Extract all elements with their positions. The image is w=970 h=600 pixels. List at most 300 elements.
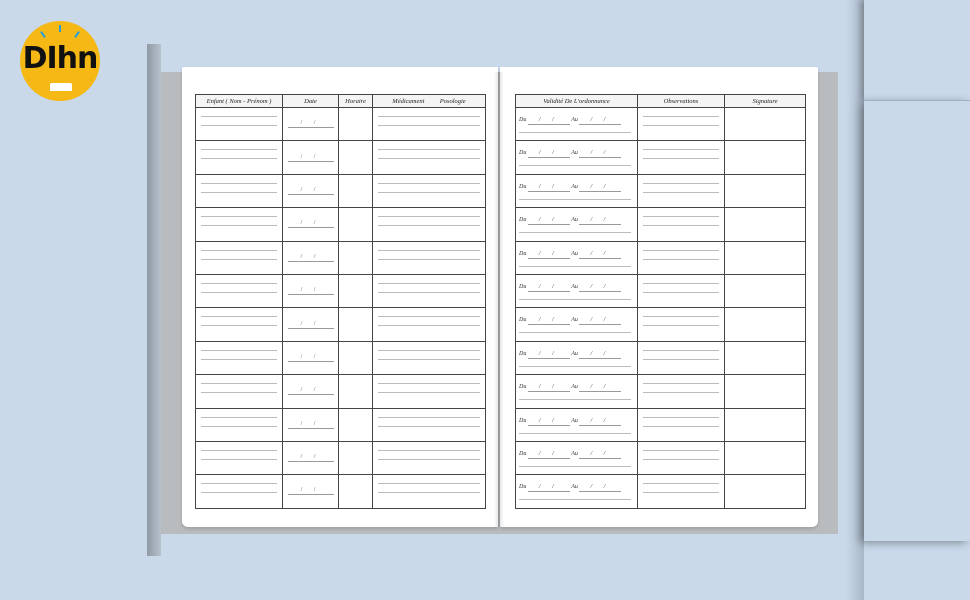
writing-line	[643, 492, 719, 493]
date-cell[interactable]	[283, 141, 339, 174]
date-placeholder: / /	[288, 321, 334, 329]
date-placeholder: / /	[288, 421, 334, 429]
writing-cell[interactable]	[196, 141, 283, 174]
writing-line	[378, 125, 480, 126]
date-cell[interactable]	[283, 241, 339, 274]
writing-line	[643, 417, 719, 418]
validity-range	[516, 275, 637, 307]
writing-line	[201, 492, 277, 493]
writing-lines	[201, 216, 277, 234]
writing-line	[519, 433, 631, 434]
table-row	[196, 375, 486, 408]
writing-line	[643, 316, 719, 317]
from-label: Du	[519, 484, 528, 491]
time-cell[interactable]	[339, 208, 373, 241]
writing-line	[378, 383, 480, 384]
signature-cell[interactable]	[725, 174, 806, 207]
to-date-placeholder: / /	[579, 217, 621, 225]
writing-line	[201, 116, 277, 117]
table-row	[516, 108, 806, 141]
writing-line	[643, 350, 719, 351]
time-cell[interactable]	[339, 108, 373, 141]
writing-lines	[643, 483, 719, 501]
writing-line	[378, 216, 480, 217]
header-child: Enfant ( Nom - Prénom )	[196, 95, 283, 108]
logo-ray-icon	[59, 25, 61, 32]
time-cell[interactable]	[339, 141, 373, 174]
writing-lines	[378, 250, 480, 268]
validity-dates	[519, 251, 621, 259]
table-row	[196, 141, 486, 174]
to-label: Au	[569, 217, 580, 224]
writing-lines	[201, 417, 277, 435]
writing-line	[519, 399, 631, 400]
writing-lines	[643, 383, 719, 401]
date-cell[interactable]	[283, 208, 339, 241]
writing-line	[201, 283, 277, 284]
writing-line	[378, 350, 480, 351]
writing-cell[interactable]	[638, 375, 725, 408]
validity-cell[interactable]	[516, 174, 638, 207]
signature-cell[interactable]	[725, 108, 806, 141]
validity-range	[516, 242, 637, 274]
time-cell[interactable]	[339, 475, 373, 508]
date-placeholder: / /	[288, 220, 334, 228]
writing-lines	[378, 216, 480, 234]
validity-cell[interactable]	[516, 141, 638, 174]
writing-lines	[201, 450, 277, 468]
to-label: Au	[569, 117, 580, 123]
writing-line	[201, 459, 277, 460]
to-date-placeholder: / /	[579, 451, 621, 459]
validity-cell[interactable]	[516, 441, 638, 474]
date-placeholder: / /	[288, 454, 334, 462]
from-date-placeholder: / /	[528, 451, 570, 459]
writing-line	[201, 225, 277, 226]
date-placeholder: / /	[288, 254, 334, 262]
writing-line	[378, 492, 480, 493]
to-date-placeholder: / /	[579, 150, 621, 158]
writing-line	[643, 426, 719, 427]
table-row	[516, 341, 806, 374]
validity-dates	[519, 184, 621, 192]
date-placeholder: / /	[288, 154, 334, 162]
writing-line	[378, 359, 480, 360]
writing-lines	[643, 250, 719, 268]
writing-cell[interactable]	[196, 108, 283, 141]
writing-cell[interactable]	[373, 341, 486, 374]
from-date-placeholder: / /	[528, 418, 570, 426]
validity-range	[516, 409, 637, 441]
writing-line	[643, 383, 719, 384]
writing-line	[519, 366, 631, 367]
writing-lines	[201, 183, 277, 201]
writing-line	[201, 158, 277, 159]
from-label: Du	[519, 384, 528, 391]
writing-line	[378, 459, 480, 460]
writing-cell[interactable]	[373, 241, 486, 274]
to-label: Au	[569, 150, 580, 157]
header-signature: Signature	[725, 95, 806, 108]
writing-cell[interactable]	[196, 375, 283, 408]
validity-range	[516, 475, 637, 507]
writing-lines	[643, 316, 719, 334]
writing-cell[interactable]	[638, 108, 725, 141]
to-label: Au	[569, 417, 580, 424]
writing-lines	[378, 350, 480, 368]
writing-line	[378, 149, 480, 150]
writing-lines	[378, 116, 480, 134]
writing-lines	[378, 183, 480, 201]
writing-cell[interactable]	[196, 408, 283, 441]
from-date-placeholder: / /	[528, 351, 570, 359]
writing-line	[378, 417, 480, 418]
writing-cell[interactable]	[196, 308, 283, 341]
background-panel-top	[864, 0, 970, 100]
writing-lines	[201, 383, 277, 401]
writing-line	[643, 459, 719, 460]
writing-lines	[378, 316, 480, 334]
brand-logo	[20, 21, 100, 101]
table-row	[196, 274, 486, 307]
writing-cell[interactable]	[196, 174, 283, 207]
writing-cell[interactable]	[638, 241, 725, 274]
from-date-placeholder: / /	[528, 384, 570, 392]
writing-cell[interactable]	[373, 308, 486, 341]
time-cell[interactable]	[339, 408, 373, 441]
writing-line	[201, 216, 277, 217]
writing-line	[378, 392, 480, 393]
writing-line	[378, 225, 480, 226]
time-cell[interactable]	[339, 375, 373, 408]
table-header-row	[196, 95, 486, 108]
validity-dates	[519, 384, 621, 392]
from-label: Du	[519, 250, 528, 257]
writing-cell[interactable]	[373, 274, 486, 307]
table-row	[516, 141, 806, 174]
writing-line	[378, 183, 480, 184]
writing-cell[interactable]	[638, 274, 725, 307]
writing-line	[643, 183, 719, 184]
date-cell[interactable]	[283, 441, 339, 474]
from-date-placeholder: / /	[528, 484, 570, 492]
background-panel-bottom	[864, 100, 970, 541]
writing-cell[interactable]	[638, 408, 725, 441]
writing-line	[519, 499, 631, 500]
date-cell[interactable]	[283, 274, 339, 307]
header-validity: Validité De L'ordonnance	[516, 95, 638, 108]
date-placeholder: / /	[288, 387, 334, 395]
writing-lines	[201, 283, 277, 301]
writing-lines	[378, 283, 480, 301]
writing-line	[643, 325, 719, 326]
date-placeholder: / /	[288, 187, 334, 195]
to-label: Au	[569, 183, 580, 190]
date-cell[interactable]	[283, 475, 339, 508]
writing-line	[201, 483, 277, 484]
to-date-placeholder: / /	[579, 117, 621, 125]
writing-line	[519, 132, 631, 133]
from-label: Du	[519, 117, 528, 123]
writing-line	[519, 199, 631, 200]
writing-line	[643, 359, 719, 360]
writing-lines	[643, 216, 719, 234]
time-cell[interactable]	[339, 308, 373, 341]
time-cell[interactable]	[339, 274, 373, 307]
writing-line	[201, 359, 277, 360]
table-row	[516, 208, 806, 241]
date-placeholder: / /	[288, 354, 334, 362]
validity-dates	[519, 351, 621, 359]
writing-lines	[201, 316, 277, 334]
date-cell[interactable]	[283, 174, 339, 207]
writing-cell[interactable]	[638, 441, 725, 474]
time-cell[interactable]	[339, 241, 373, 274]
writing-cell[interactable]	[196, 341, 283, 374]
date-cell[interactable]	[283, 341, 339, 374]
writing-cell[interactable]	[373, 141, 486, 174]
validity-cell[interactable]	[516, 108, 638, 141]
writing-lines	[643, 417, 719, 435]
to-label: Au	[569, 283, 580, 290]
table-row	[516, 441, 806, 474]
writing-cell[interactable]	[373, 408, 486, 441]
table-row	[516, 174, 806, 207]
from-label: Du	[519, 217, 528, 224]
to-label: Au	[569, 250, 580, 257]
date-cell[interactable]	[283, 308, 339, 341]
writing-line	[643, 259, 719, 260]
writing-cell[interactable]	[638, 141, 725, 174]
signature-cell[interactable]	[725, 475, 806, 508]
signature-cell[interactable]	[725, 208, 806, 241]
date-placeholder: / /	[288, 487, 334, 495]
header-date: Date	[283, 95, 339, 108]
to-date-placeholder: / /	[579, 184, 621, 192]
from-label: Du	[519, 283, 528, 290]
writing-cell[interactable]	[373, 441, 486, 474]
writing-cell[interactable]	[638, 174, 725, 207]
logo-text: DIhn	[22, 41, 98, 76]
writing-lines	[378, 450, 480, 468]
book-gutter	[494, 72, 504, 527]
validity-cell[interactable]	[516, 308, 638, 341]
signature-cell[interactable]	[725, 141, 806, 174]
writing-line	[378, 292, 480, 293]
writing-cell[interactable]	[373, 174, 486, 207]
writing-line	[643, 250, 719, 251]
table-row	[196, 208, 486, 241]
writing-cell[interactable]	[638, 475, 725, 508]
writing-line	[201, 392, 277, 393]
from-label: Du	[519, 317, 528, 324]
writing-line	[201, 417, 277, 418]
writing-line	[519, 466, 631, 467]
writing-line	[201, 350, 277, 351]
validity-range	[516, 108, 637, 140]
from-date-placeholder: / /	[528, 184, 570, 192]
writing-lines	[643, 283, 719, 301]
writing-cell[interactable]	[638, 208, 725, 241]
writing-lines	[201, 350, 277, 368]
writing-line	[643, 483, 719, 484]
signature-cell[interactable]	[725, 408, 806, 441]
date-cell[interactable]	[283, 108, 339, 141]
table-row	[196, 475, 486, 508]
to-label: Au	[569, 384, 580, 391]
table-row	[196, 174, 486, 207]
writing-cell[interactable]	[196, 241, 283, 274]
table-row	[516, 241, 806, 274]
writing-line	[643, 192, 719, 193]
validity-cell[interactable]	[516, 241, 638, 274]
writing-line	[378, 192, 480, 193]
validity-dates	[519, 150, 621, 158]
table-row	[196, 441, 486, 474]
prescription-table	[515, 94, 806, 509]
writing-cell[interactable]	[638, 308, 725, 341]
writing-lines	[643, 450, 719, 468]
date-cell[interactable]	[283, 375, 339, 408]
validity-cell[interactable]	[516, 375, 638, 408]
writing-line	[201, 183, 277, 184]
writing-lines	[378, 483, 480, 501]
writing-line	[519, 332, 631, 333]
validity-range	[516, 308, 637, 340]
to-date-placeholder: / /	[579, 317, 621, 325]
table-row	[516, 308, 806, 341]
validity-dates	[519, 284, 621, 292]
writing-cell[interactable]	[373, 375, 486, 408]
to-date-placeholder: / /	[579, 284, 621, 292]
background-strip	[846, 0, 864, 600]
writing-line	[643, 158, 719, 159]
writing-line	[643, 225, 719, 226]
to-date-placeholder: / /	[579, 484, 621, 492]
writing-cell[interactable]	[196, 441, 283, 474]
writing-line	[378, 316, 480, 317]
writing-cell[interactable]	[196, 274, 283, 307]
header-medication: Médicament	[392, 97, 425, 105]
signature-cell[interactable]	[725, 441, 806, 474]
writing-cell[interactable]	[373, 208, 486, 241]
writing-lines	[643, 183, 719, 201]
writing-line	[378, 116, 480, 117]
signature-cell[interactable]	[725, 308, 806, 341]
to-label: Au	[569, 317, 580, 324]
writing-lines	[643, 350, 719, 368]
validity-dates	[519, 117, 621, 125]
validity-range	[516, 175, 637, 207]
table-row	[516, 274, 806, 307]
writing-line	[519, 266, 631, 267]
from-label: Du	[519, 450, 528, 457]
writing-line	[643, 292, 719, 293]
writing-line	[519, 165, 631, 166]
from-date-placeholder: / /	[528, 317, 570, 325]
validity-cell[interactable]	[516, 274, 638, 307]
table-row	[516, 475, 806, 508]
writing-lines	[201, 250, 277, 268]
to-label: Au	[569, 450, 580, 457]
table-row	[196, 308, 486, 341]
from-date-placeholder: / /	[528, 284, 570, 292]
logo-ray-icon	[74, 31, 80, 38]
table-row	[516, 375, 806, 408]
writing-line	[201, 250, 277, 251]
from-date-placeholder: / /	[528, 150, 570, 158]
signature-cell[interactable]	[725, 274, 806, 307]
validity-range	[516, 208, 637, 240]
writing-line	[643, 392, 719, 393]
signature-cell[interactable]	[725, 241, 806, 274]
validity-range	[516, 442, 637, 474]
date-placeholder: / /	[288, 287, 334, 295]
signature-cell[interactable]	[725, 341, 806, 374]
writing-lines	[201, 116, 277, 134]
time-cell[interactable]	[339, 441, 373, 474]
writing-cell[interactable]	[638, 341, 725, 374]
date-cell[interactable]	[283, 408, 339, 441]
writing-line	[378, 158, 480, 159]
writing-lines	[201, 149, 277, 167]
to-date-placeholder: / /	[579, 384, 621, 392]
to-date-placeholder: / /	[579, 351, 621, 359]
from-date-placeholder: / /	[528, 217, 570, 225]
writing-line	[201, 316, 277, 317]
validity-dates	[519, 418, 621, 426]
writing-line	[201, 426, 277, 427]
writing-line	[378, 450, 480, 451]
writing-cell[interactable]	[373, 108, 486, 141]
writing-line	[519, 299, 631, 300]
book-spine	[147, 44, 161, 556]
writing-line	[643, 149, 719, 150]
validity-cell[interactable]	[516, 208, 638, 241]
time-cell[interactable]	[339, 341, 373, 374]
validity-dates	[519, 217, 621, 225]
validity-cell[interactable]	[516, 408, 638, 441]
table-row	[516, 408, 806, 441]
writing-line	[201, 450, 277, 451]
writing-line	[643, 116, 719, 117]
writing-line	[378, 426, 480, 427]
writing-lines	[378, 417, 480, 435]
signature-cell[interactable]	[725, 375, 806, 408]
header-observations: Observations	[638, 95, 725, 108]
writing-lines	[378, 149, 480, 167]
writing-cell[interactable]	[196, 208, 283, 241]
validity-cell[interactable]	[516, 475, 638, 508]
writing-cell[interactable]	[373, 475, 486, 508]
from-date-placeholder: / /	[528, 117, 570, 125]
writing-lines	[378, 383, 480, 401]
writing-line	[201, 149, 277, 150]
to-date-placeholder: / /	[579, 418, 621, 426]
medication-log-table	[195, 94, 486, 509]
to-label: Au	[569, 484, 580, 491]
writing-line	[201, 192, 277, 193]
writing-cell[interactable]	[196, 475, 283, 508]
time-cell[interactable]	[339, 174, 373, 207]
writing-line	[378, 283, 480, 284]
writing-line	[201, 292, 277, 293]
validity-range	[516, 342, 637, 374]
validity-range	[516, 141, 637, 173]
writing-line	[643, 283, 719, 284]
validity-cell[interactable]	[516, 341, 638, 374]
to-label: Au	[569, 350, 580, 357]
